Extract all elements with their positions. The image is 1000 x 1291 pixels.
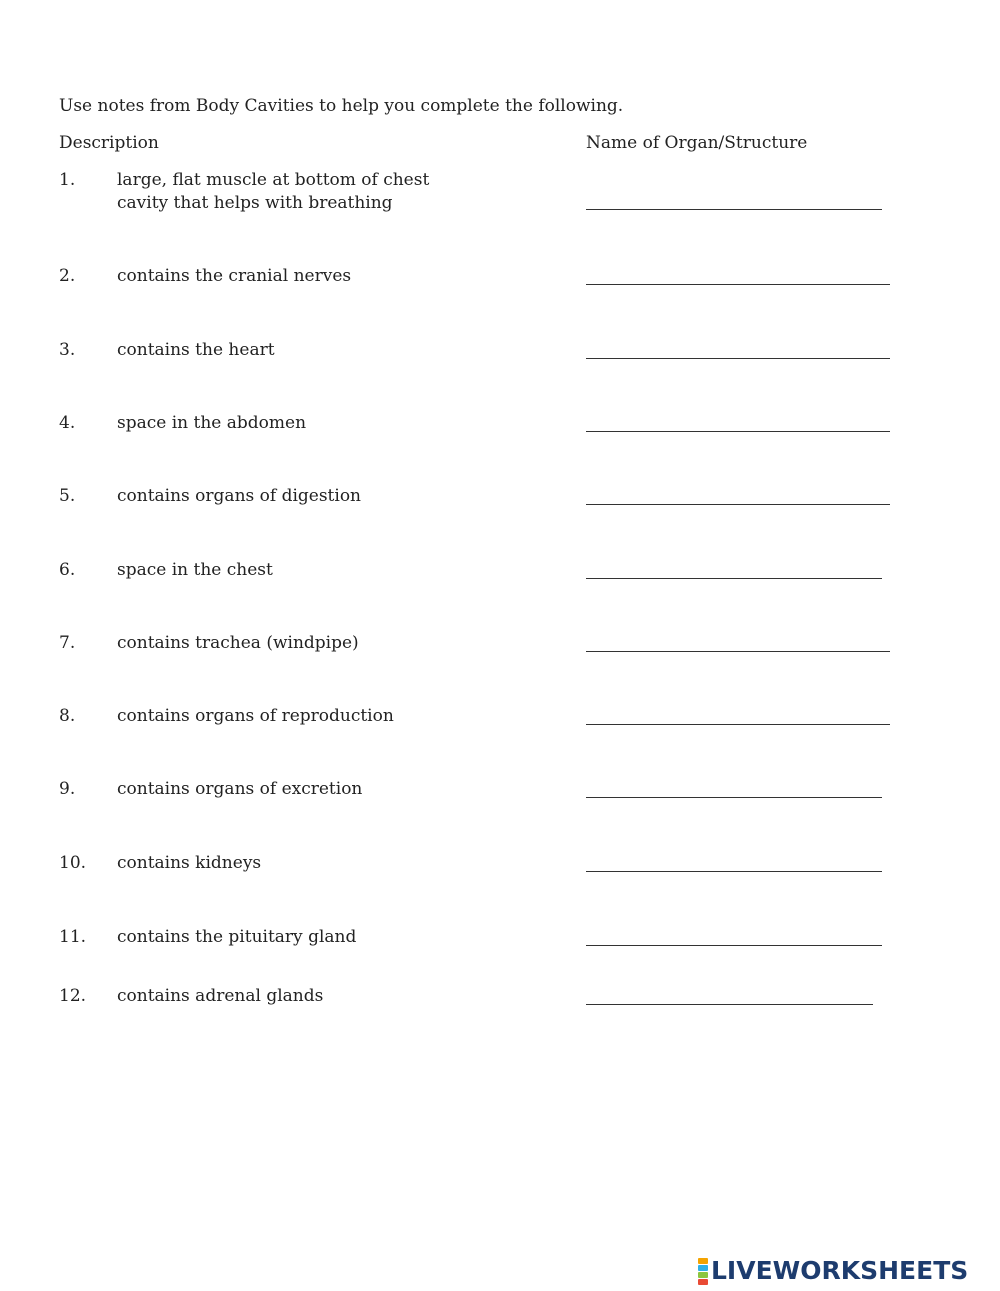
description-header: Description bbox=[59, 133, 159, 153]
question-number: 8. bbox=[59, 706, 76, 726]
question-description: large, flat muscle at bottom of chest cavity that helps with breathing bbox=[117, 170, 430, 213]
question-number: 10. bbox=[59, 853, 87, 873]
question-item-6 bbox=[0, 559, 1000, 619]
question-item-5 bbox=[0, 485, 1000, 545]
question-description: contains organs of digestion bbox=[117, 486, 362, 506]
question-number: 7. bbox=[59, 633, 76, 653]
answer-field-5[interactable] bbox=[586, 504, 890, 505]
answer-field-9[interactable] bbox=[586, 797, 882, 798]
instructions-text: Use notes from Body Cavities to help you complete the following. bbox=[59, 96, 624, 116]
question-number: 12. bbox=[59, 986, 87, 1006]
question-description: contains the pituitary gland bbox=[117, 927, 357, 947]
question-number: 1. bbox=[59, 170, 76, 190]
question-item-9 bbox=[0, 778, 1000, 838]
logo-block bbox=[698, 1265, 708, 1271]
question-description: space in the chest bbox=[117, 560, 273, 580]
question-description: contains organs of reproduction bbox=[117, 706, 394, 726]
logo-wordmark: LIVEWORKSHEETS bbox=[711, 1256, 969, 1285]
liveworksheets-logo bbox=[698, 1256, 968, 1286]
question-item-7 bbox=[0, 632, 1000, 692]
question-number: 4. bbox=[59, 413, 76, 433]
question-description: contains organs of excretion bbox=[117, 779, 363, 799]
question-item-1 bbox=[0, 169, 1000, 229]
question-number: 11. bbox=[59, 927, 87, 947]
question-number: 6. bbox=[59, 560, 76, 580]
question-number: 2. bbox=[59, 266, 76, 286]
question-description: contains trachea (windpipe) bbox=[117, 633, 359, 653]
logo-block bbox=[698, 1279, 708, 1285]
answer-field-1[interactable] bbox=[586, 209, 882, 210]
answer-field-3[interactable] bbox=[586, 358, 890, 359]
question-description: contains the heart bbox=[117, 340, 275, 360]
question-description: space in the abdomen bbox=[117, 413, 307, 433]
answer-field-7[interactable] bbox=[586, 651, 890, 652]
answer-field-10[interactable] bbox=[586, 871, 882, 872]
logo-block bbox=[698, 1272, 708, 1278]
question-item-10 bbox=[0, 852, 1000, 912]
answer-field-8[interactable] bbox=[586, 724, 890, 725]
question-item-4 bbox=[0, 412, 1000, 472]
question-item-3 bbox=[0, 339, 1000, 399]
question-description: contains the cranial nerves bbox=[117, 266, 352, 286]
answer-field-6[interactable] bbox=[586, 578, 882, 579]
question-description: contains adrenal glands bbox=[117, 986, 324, 1006]
question-item-12 bbox=[0, 985, 1000, 1045]
logo-block bbox=[698, 1258, 708, 1264]
answer-field-11[interactable] bbox=[586, 945, 882, 946]
question-description: contains kidneys bbox=[117, 853, 262, 873]
answer-field-2[interactable] bbox=[586, 284, 890, 285]
answer-field-12[interactable] bbox=[586, 1004, 873, 1005]
question-number: 9. bbox=[59, 779, 76, 799]
question-number: 5. bbox=[59, 486, 76, 506]
question-item-11 bbox=[0, 926, 1000, 986]
question-item-8 bbox=[0, 705, 1000, 765]
question-number: 3. bbox=[59, 340, 76, 360]
logo-blocks-icon bbox=[698, 1258, 708, 1285]
organ-name-header: Name of Organ/Structure bbox=[586, 133, 808, 153]
question-item-2 bbox=[0, 265, 1000, 325]
answer-field-4[interactable] bbox=[586, 431, 890, 432]
